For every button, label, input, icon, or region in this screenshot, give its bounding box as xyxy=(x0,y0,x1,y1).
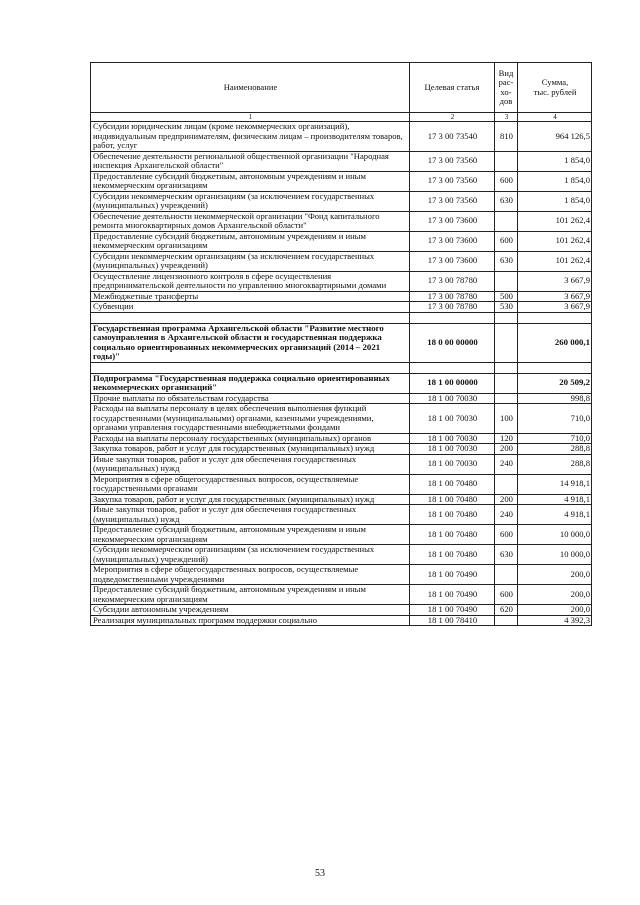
row-name: Субсидии некоммерческим организациям (за исключением государственных (муниципальных) учреждений) xyxy=(91,545,410,565)
row-name: Обеспечение деятельности некоммерческой организации "Фонд капитального ремонта многоквартирных домов Архангельской области" xyxy=(91,211,410,231)
table-row xyxy=(91,171,592,191)
table-row xyxy=(91,291,592,302)
page-number: 53 xyxy=(315,868,325,879)
row-name: Расходы на выплаты персоналу государственных (муниципальных) органов xyxy=(91,433,410,444)
row-name: Предоставление субсидий бюджетным, автономным учреждениям и иным некоммерческим организациям xyxy=(91,171,410,191)
table-row xyxy=(91,122,592,152)
row-name: Субсидии автономным учреждениям xyxy=(91,605,410,616)
row-code: 17 3 00 73560 xyxy=(410,171,495,191)
table-row xyxy=(91,525,592,545)
table-body xyxy=(91,122,592,626)
row-amount: 200,0 xyxy=(518,585,592,605)
row-amount: 710,0 xyxy=(518,404,592,434)
table-row xyxy=(91,251,592,271)
header-sum-line: Сумма, xyxy=(541,77,569,87)
table-row xyxy=(91,585,592,605)
row-amount: 101 262,4 xyxy=(518,251,592,271)
spacer-cell xyxy=(518,362,592,373)
row-amount: 964 126,5 xyxy=(518,122,592,152)
header-sum xyxy=(518,63,592,113)
table-row xyxy=(91,151,592,171)
row-type: 200 xyxy=(495,444,518,455)
header-type-line: хо- xyxy=(500,86,512,97)
row-type xyxy=(495,271,518,291)
table-row xyxy=(91,393,592,404)
table-row xyxy=(91,433,592,444)
row-code: 17 3 00 78780 xyxy=(410,291,495,302)
row-code: 17 3 00 73600 xyxy=(410,231,495,251)
row-code: 18 1 00 70480 xyxy=(410,505,495,525)
row-type: 240 xyxy=(495,454,518,474)
spacer-row xyxy=(91,362,592,373)
row-code: 17 3 00 73600 xyxy=(410,211,495,231)
row-type xyxy=(495,565,518,585)
row-code: 17 3 00 73540 xyxy=(410,122,495,152)
row-name: Субсидии юридическим лицам (кроме некоммерческих организаций), индивидуальным предпринимателям, физическим лицам – производителям товаров, работ, услуг xyxy=(91,122,410,152)
row-amount: 288,8 xyxy=(518,454,592,474)
row-type xyxy=(495,323,518,362)
row-name: Предоставление субсидий бюджетным, автономным учреждениям и иным некоммерческим организациям xyxy=(91,231,410,251)
row-name: Обеспечение деятельности региональной общественной организации "Народная инспекция Архангельской области" xyxy=(91,151,410,171)
header-type-line: дов xyxy=(499,96,513,106)
row-name: Субвенции xyxy=(91,302,410,313)
row-name: Субсидии некоммерческим организациям (за исключением государственных (муниципальных) учреждений) xyxy=(91,251,410,271)
row-name: Мероприятия в сфере общегосударственных вопросов, осуществляемые государственными органами xyxy=(91,474,410,494)
row-code: 18 1 00 70030 xyxy=(410,444,495,455)
table-row xyxy=(91,474,592,494)
row-type: 100 xyxy=(495,404,518,434)
program-row xyxy=(91,323,592,362)
row-type xyxy=(495,373,518,393)
row-code: 18 1 00 00000 xyxy=(410,373,495,393)
row-type xyxy=(495,393,518,404)
header-type xyxy=(495,63,518,113)
row-amount: 10 000,0 xyxy=(518,545,592,565)
row-code: 18 1 00 70490 xyxy=(410,605,495,616)
spacer-cell xyxy=(91,312,410,323)
table-row xyxy=(91,302,592,313)
header-article: Целевая статья xyxy=(410,63,495,113)
row-type xyxy=(495,211,518,231)
row-amount: 4 392,3 xyxy=(518,615,592,626)
row-amount: 4 918,1 xyxy=(518,494,592,505)
row-amount: 14 918,1 xyxy=(518,474,592,494)
row-amount: 260 000,1 xyxy=(518,323,592,362)
row-amount: 1 854,0 xyxy=(518,191,592,211)
row-type: 500 xyxy=(495,291,518,302)
row-name: Предоставление субсидий бюджетным, автономным учреждениям и иным некоммерческим организациям xyxy=(91,585,410,605)
row-name: Предоставление субсидий бюджетным, автономным учреждениям и иным некоммерческим организациям xyxy=(91,525,410,545)
spacer-cell xyxy=(495,362,518,373)
row-code: 18 1 00 70480 xyxy=(410,494,495,505)
row-code: 18 1 00 70030 xyxy=(410,454,495,474)
row-code: 18 1 00 70030 xyxy=(410,433,495,444)
row-type xyxy=(495,151,518,171)
column-number: 3 xyxy=(495,113,518,122)
column-number: 4 xyxy=(518,113,592,122)
table-row xyxy=(91,444,592,455)
column-number: 1 xyxy=(91,113,410,122)
table-row xyxy=(91,211,592,231)
row-amount: 288,8 xyxy=(518,444,592,455)
table-row xyxy=(91,271,592,291)
row-type xyxy=(495,615,518,626)
row-type: 630 xyxy=(495,545,518,565)
row-code: 18 1 00 70480 xyxy=(410,525,495,545)
row-name: Мероприятия в сфере общегосударственных вопросов, осуществляемые подведомственными учреждениями xyxy=(91,565,410,585)
row-code: 18 1 00 70030 xyxy=(410,404,495,434)
row-amount: 20 509,2 xyxy=(518,373,592,393)
table-row xyxy=(91,404,592,434)
row-type: 530 xyxy=(495,302,518,313)
spacer-row xyxy=(91,312,592,323)
row-type: 600 xyxy=(495,585,518,605)
row-code: 18 1 00 70490 xyxy=(410,565,495,585)
header-type-line: рас- xyxy=(498,77,514,87)
spacer-cell xyxy=(518,312,592,323)
row-code: 17 3 00 73560 xyxy=(410,151,495,171)
row-name: Прочие выплаты по обязательствам государства xyxy=(91,393,410,404)
row-type: 600 xyxy=(495,525,518,545)
budget-table xyxy=(90,62,592,626)
row-amount: 1 854,0 xyxy=(518,151,592,171)
row-type: 120 xyxy=(495,433,518,444)
row-type: 600 xyxy=(495,231,518,251)
row-name: Иные закупки товаров, работ и услуг для обеспечения государственных (муниципальных) нужд xyxy=(91,505,410,525)
row-amount: 3 667,9 xyxy=(518,271,592,291)
table-row xyxy=(91,605,592,616)
spacer-cell xyxy=(410,362,495,373)
header-type-line: Вид xyxy=(498,67,514,78)
spacer-cell xyxy=(91,362,410,373)
table-row xyxy=(91,454,592,474)
row-code: 18 1 00 70480 xyxy=(410,474,495,494)
header-name: Наименование xyxy=(91,63,410,113)
row-name: Расходы на выплаты персоналу в целях обеспечения выполнения функций государственными (муниципальными) органами, казенными учреждениями, органами управления государственными внебюджетными фондами xyxy=(91,404,410,434)
row-type: 200 xyxy=(495,494,518,505)
row-type xyxy=(495,474,518,494)
row-name: Субсидии некоммерческим организациям (за исключением государственных (муниципальных) учреждений) xyxy=(91,191,410,211)
table-row xyxy=(91,615,592,626)
row-amount: 4 918,1 xyxy=(518,505,592,525)
table-row xyxy=(91,191,592,211)
row-type: 810 xyxy=(495,122,518,152)
header-row xyxy=(91,63,592,113)
row-code: 17 3 00 78780 xyxy=(410,271,495,291)
row-code: 18 0 00 00000 xyxy=(410,323,495,362)
row-code: 18 1 00 78410 xyxy=(410,615,495,626)
table-row xyxy=(91,505,592,525)
program-row xyxy=(91,373,592,393)
row-amount: 101 262,4 xyxy=(518,211,592,231)
row-type: 240 xyxy=(495,505,518,525)
row-name: Закупка товаров, работ и услуг для государственных (муниципальных) нужд xyxy=(91,444,410,455)
row-amount: 101 262,4 xyxy=(518,231,592,251)
row-code: 18 1 00 70480 xyxy=(410,545,495,565)
row-amount: 3 667,9 xyxy=(518,302,592,313)
spacer-cell xyxy=(495,312,518,323)
row-code: 17 3 00 73560 xyxy=(410,191,495,211)
row-name: Иные закупки товаров, работ и услуг для обеспечения государственных (муниципальных) нужд xyxy=(91,454,410,474)
column-number: 2 xyxy=(410,113,495,122)
table-row xyxy=(91,494,592,505)
row-name: Реализация муниципальных программ поддержки социально xyxy=(91,615,410,626)
row-name: Осуществление лицензионного контроля в сфере осуществления предпринимательской деятельности по управлению многоквартирными домами xyxy=(91,271,410,291)
row-type: 620 xyxy=(495,605,518,616)
header-sum-line: тыс. рублей xyxy=(533,86,577,97)
row-code: 17 3 00 78780 xyxy=(410,302,495,313)
row-amount: 998,8 xyxy=(518,393,592,404)
row-code: 17 3 00 73600 xyxy=(410,251,495,271)
row-amount: 710,0 xyxy=(518,433,592,444)
row-name: Межбюджетные трансферты xyxy=(91,291,410,302)
row-code: 18 1 00 70030 xyxy=(410,393,495,404)
spacer-cell xyxy=(410,312,495,323)
row-name: Закупка товаров, работ и услуг для государственных (муниципальных) нужд xyxy=(91,494,410,505)
row-amount: 200,0 xyxy=(518,605,592,616)
row-code: 18 1 00 70490 xyxy=(410,585,495,605)
row-amount: 200,0 xyxy=(518,565,592,585)
row-amount: 3 667,9 xyxy=(518,291,592,302)
row-type: 600 xyxy=(495,171,518,191)
row-name: Подпрограмма "Государственная поддержка социально ориентированных некоммерческих организаций" xyxy=(91,373,410,393)
row-type: 630 xyxy=(495,191,518,211)
row-type: 630 xyxy=(495,251,518,271)
table-row xyxy=(91,565,592,585)
row-name: Государственная программа Архангельской области "Развитие местного самоуправления в Архангельской области и государственная поддержка социально ориентированных некоммерческих организаций (2014 – 2021 годы)" xyxy=(91,323,410,362)
row-amount: 1 854,0 xyxy=(518,171,592,191)
table-row xyxy=(91,231,592,251)
table-row xyxy=(91,545,592,565)
row-amount: 10 000,0 xyxy=(518,525,592,545)
